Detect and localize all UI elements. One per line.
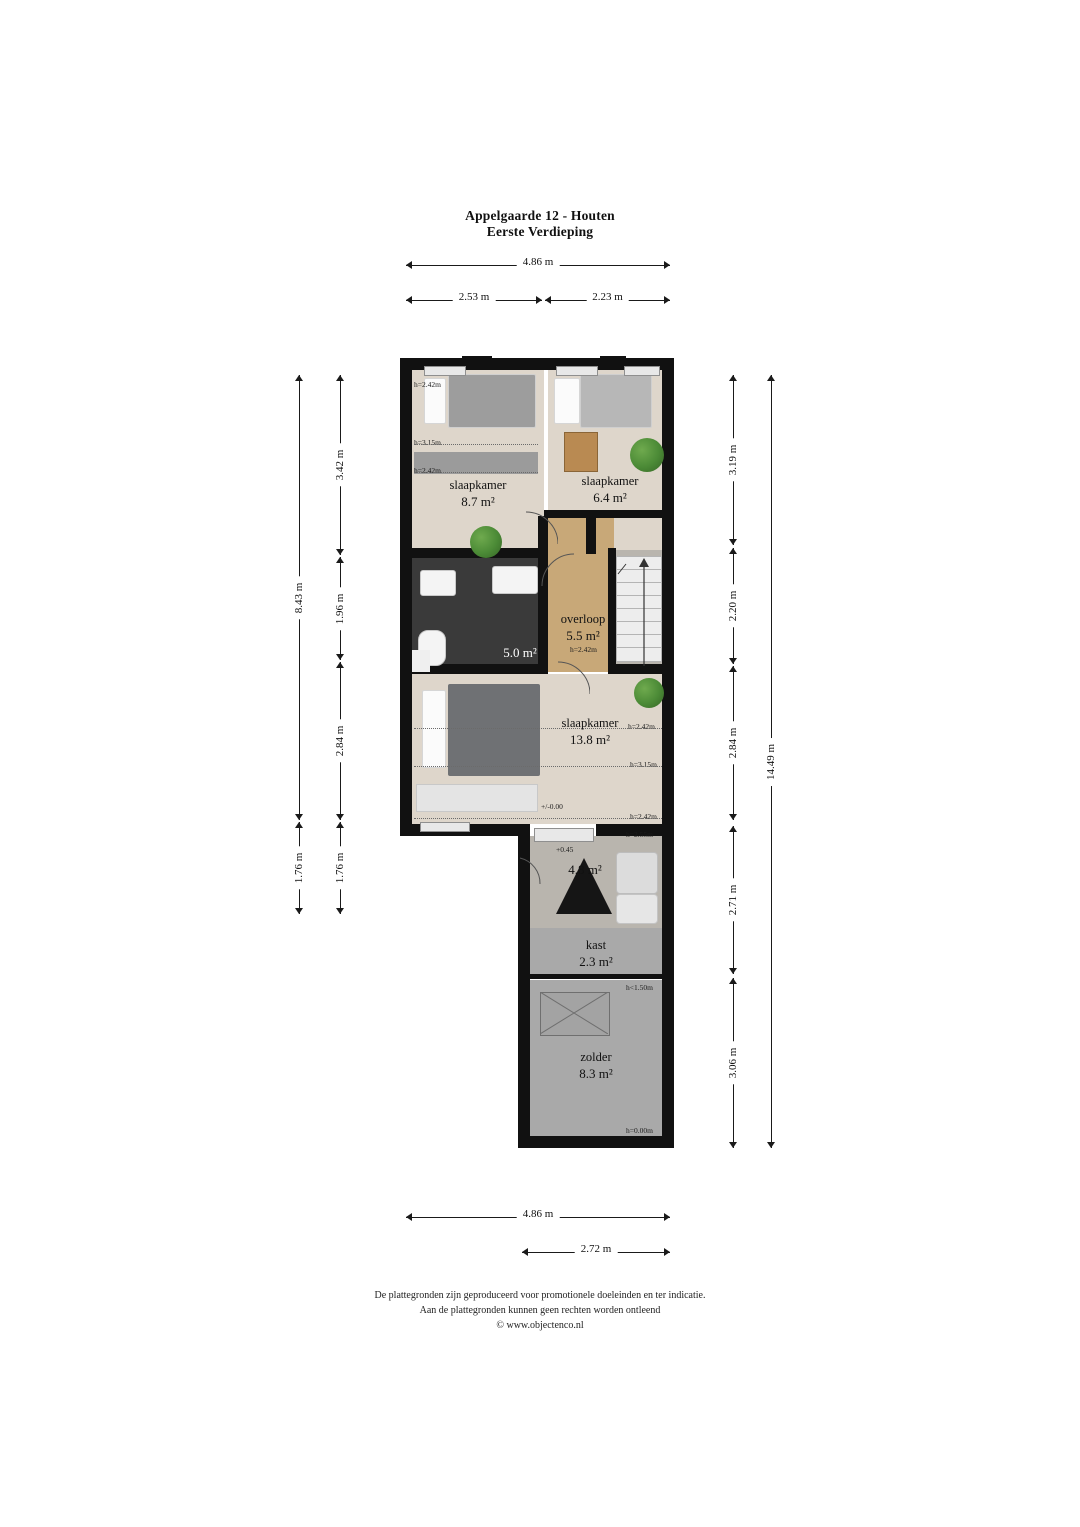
height-tag: h=2.42m: [628, 722, 655, 731]
room-label-landing: [541, 612, 625, 644]
dim-left-inner-1: [333, 375, 347, 555]
dim-right-inner-5: [726, 978, 740, 1148]
room-area: 8.3 m²: [579, 1065, 613, 1081]
bed-icon: [448, 374, 536, 428]
pillow-icon: [422, 690, 446, 768]
bed-icon: [580, 374, 652, 428]
window-icon: [424, 366, 466, 376]
wall-internal-3: [544, 510, 668, 518]
dim-top-overall: [406, 258, 670, 272]
dim-label: 3.42 m: [334, 444, 346, 487]
bed-icon: [448, 684, 540, 776]
door-icon: [524, 510, 558, 544]
room-area: 13.8 m²: [569, 731, 610, 747]
room-name: slaapkamer: [449, 478, 507, 492]
height-tag: +/-0.00: [541, 802, 563, 811]
page-title: Appelgaarde 12 - Houten: [465, 208, 615, 223]
door-icon: [518, 856, 542, 886]
dim-label: 8.43 m: [293, 576, 305, 619]
room-label-bathroom: [470, 645, 570, 661]
bed-bench-icon: [416, 784, 538, 812]
dim-bottom-right: [522, 1245, 670, 1259]
dim-label: 2.23 m: [586, 291, 629, 303]
window-icon: [556, 366, 598, 376]
room-label-bedroom-87: [418, 478, 538, 510]
guide-line: [414, 766, 662, 767]
room-area: 8.7 m²: [461, 493, 495, 509]
dim-label: 2.72 m: [575, 1243, 618, 1255]
dim-label: 2.84 m: [334, 720, 346, 763]
room-label-bedroom-64: [560, 474, 660, 506]
dim-label: 14.49 m: [765, 737, 777, 785]
stair-direction-arrow-icon: [614, 548, 664, 674]
height-tag: h=3.15m: [630, 760, 657, 769]
guide-line: [414, 818, 662, 819]
height-tag: h=2.42m: [630, 812, 657, 821]
dim-label: 2.71 m: [727, 879, 739, 922]
dim-label: 4.86 m: [517, 1208, 560, 1220]
dim-label: 3.19 m: [727, 439, 739, 482]
footer-line-3: © www.objectenco.nl: [496, 1320, 584, 1331]
room-name: overloop: [560, 612, 606, 626]
dim-right-inner-4: [726, 826, 740, 974]
wall-bottom-lower: [518, 1136, 674, 1148]
room-label-48: [540, 862, 630, 878]
window-icon: [624, 366, 660, 376]
wall-internal-7: [586, 510, 596, 554]
height-tag: h=0.00m: [626, 1126, 653, 1135]
height-tag: h<1.50m: [626, 983, 653, 992]
dim-label: 2.20 m: [727, 585, 739, 628]
dim-right-inner-3: [726, 666, 740, 820]
dim-left-inner-4: [333, 822, 347, 914]
wall-right-lower: [662, 824, 674, 1148]
footer-line-1: De plattegronden zijn geproduceerd voor promotionele doeleinden en ter indicatie.: [374, 1290, 706, 1301]
plant-icon: [470, 526, 502, 558]
hatch-cross-icon: [540, 992, 608, 1034]
height-tag: h=2.42m: [570, 645, 597, 654]
room-area: 4.8 m²: [568, 862, 602, 877]
chair-icon: [564, 432, 598, 472]
plant-icon: [630, 438, 664, 472]
guide-line: [414, 728, 662, 729]
guide-line: [414, 444, 538, 445]
window-icon: [534, 828, 594, 842]
dim-label: 2.53 m: [453, 291, 496, 303]
room-name: slaapkamer: [561, 716, 619, 730]
room-area: 5.5 m²: [566, 627, 600, 643]
dim-bottom-overall: [406, 1210, 670, 1224]
height-tag: h=2.42m: [414, 466, 441, 475]
dim-left-inner-2: [333, 557, 347, 660]
door-icon: [556, 660, 590, 694]
dim-left-inner-3: [333, 662, 347, 820]
pillow-icon: [554, 378, 580, 424]
wall-divider-kast: [518, 974, 674, 979]
height-tag: +0.45: [556, 845, 574, 854]
dim-label: 2.84 m: [727, 722, 739, 765]
room-area: 6.4 m²: [593, 489, 627, 505]
dim-label: 3.06 m: [727, 1042, 739, 1085]
height-tag: h=2.42m: [414, 380, 441, 389]
bath-fixture-icon: [412, 650, 430, 672]
room-label-zolder: [546, 1050, 646, 1082]
guide-line: [414, 472, 538, 473]
window-icon: [420, 822, 470, 832]
page-subtitle: Eerste Verdieping: [486, 224, 594, 239]
room-area: 2.3 m²: [579, 953, 613, 969]
chair-icon: [616, 894, 658, 924]
dim-right-outer: [764, 375, 778, 1148]
dim-label: 1.96 m: [334, 587, 346, 630]
bathtub-icon: [492, 566, 538, 594]
dim-top-left: [406, 293, 542, 307]
dim-right-inner-2: [726, 548, 740, 664]
dim-label: 1.76 m: [334, 847, 346, 890]
dim-top-right: [545, 293, 670, 307]
room-name: kast: [585, 938, 607, 952]
plant-icon: [634, 678, 664, 708]
sink-icon: [420, 570, 456, 596]
dim-label: 1.76 m: [293, 847, 305, 890]
dim-left-outer-2: [292, 822, 306, 914]
dim-left-outer-1: [292, 375, 306, 820]
height-tag: h=2.55m: [626, 830, 653, 839]
height-tag: h=3.15m: [414, 438, 441, 447]
room-label-bedroom-138: [530, 716, 650, 748]
door-icon: [540, 552, 574, 586]
dim-label: 4.86 m: [517, 256, 560, 268]
dim-right-inner-1: [726, 375, 740, 545]
room-label-kast: [546, 938, 646, 970]
room-area: 5.0 m²: [503, 645, 537, 660]
room-name: slaapkamer: [581, 474, 639, 488]
footer-line-2: Aan de plattegronden kunnen geen rechten worden ontleend: [419, 1305, 661, 1316]
wall-left-upper: [400, 358, 412, 836]
room-name: zolder: [580, 1050, 612, 1064]
